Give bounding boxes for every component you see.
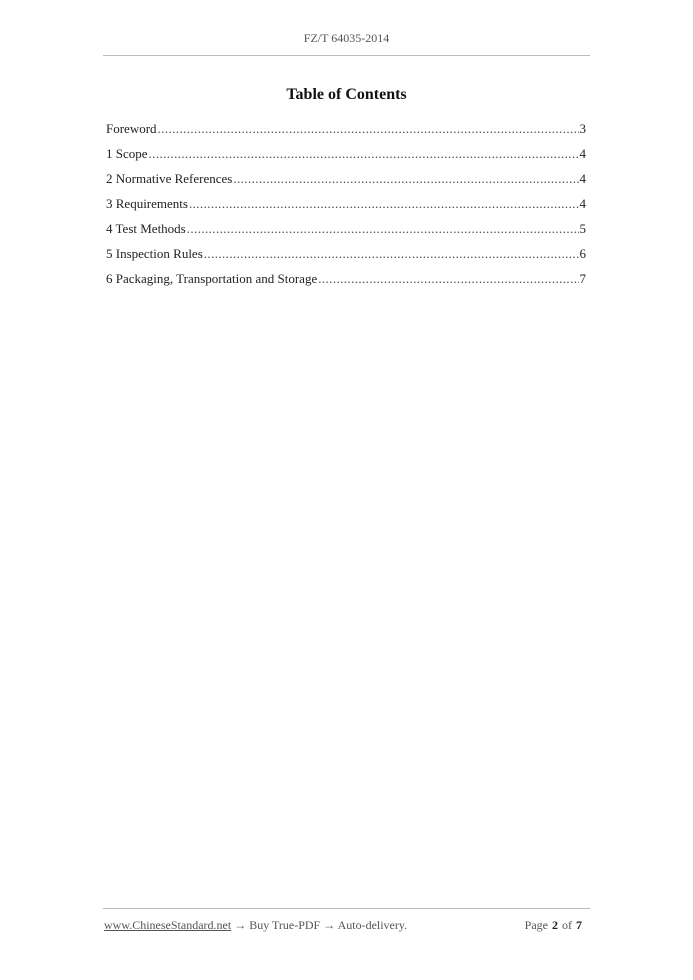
toc-dot-leader [318,271,578,287]
toc-entry-normative-references[interactable] [106,171,586,196]
toc-entry-packaging[interactable] [106,271,586,296]
page-total: 7 [576,918,582,932]
footer-promo [104,918,407,933]
toc-dot-leader [149,146,579,162]
page-number [525,918,586,933]
toc-entry-inspection-rules[interactable] [106,246,586,271]
toc-entry-label: Foreword [106,121,157,136]
toc-entry-label: 1 Scope [106,146,148,161]
page-header [0,31,693,46]
toc-entry-label: 2 Normative References [106,171,233,186]
toc-title: Table of Contents [286,86,407,103]
site-link[interactable]: www.ChineseStandard.net [104,918,232,932]
footer-divider [103,908,590,909]
page-current: 2 [552,918,558,932]
toc-entry-page: 4 [579,171,586,186]
toc-entry-test-methods[interactable] [106,221,586,246]
standard-code: FZ/T 64035-2014 [303,31,390,45]
toc-list [106,121,586,296]
toc-dot-leader [187,221,579,237]
toc-entry-foreword[interactable] [106,121,586,146]
toc-entry-page: 4 [579,146,586,161]
page-label: Page [524,918,548,932]
toc-entry-page: 3 [579,121,586,136]
toc-entry-page: 5 [579,221,586,236]
toc-dot-leader [204,246,579,262]
toc-entry-page: 7 [579,271,586,286]
toc-entry-label: 3 Requirements [106,196,188,211]
page-of: of [562,918,572,932]
footer-promo-text: → Buy True-PDF → Auto-delivery. [231,918,408,932]
toc-dot-leader [233,171,578,187]
toc-entry-requirements[interactable] [106,196,586,221]
toc-dot-leader [189,196,579,212]
header-divider [103,55,590,56]
toc-entry-page: 6 [579,246,586,261]
toc-entry-scope[interactable] [106,146,586,171]
toc-entry-label: 6 Packaging, Transportation and Storage [106,271,318,286]
toc-entry-label: 5 Inspection Rules [106,246,203,261]
toc-dot-leader [158,121,579,137]
toc-entry-page: 4 [579,196,586,211]
toc-entry-label: 4 Test Methods [106,221,186,236]
